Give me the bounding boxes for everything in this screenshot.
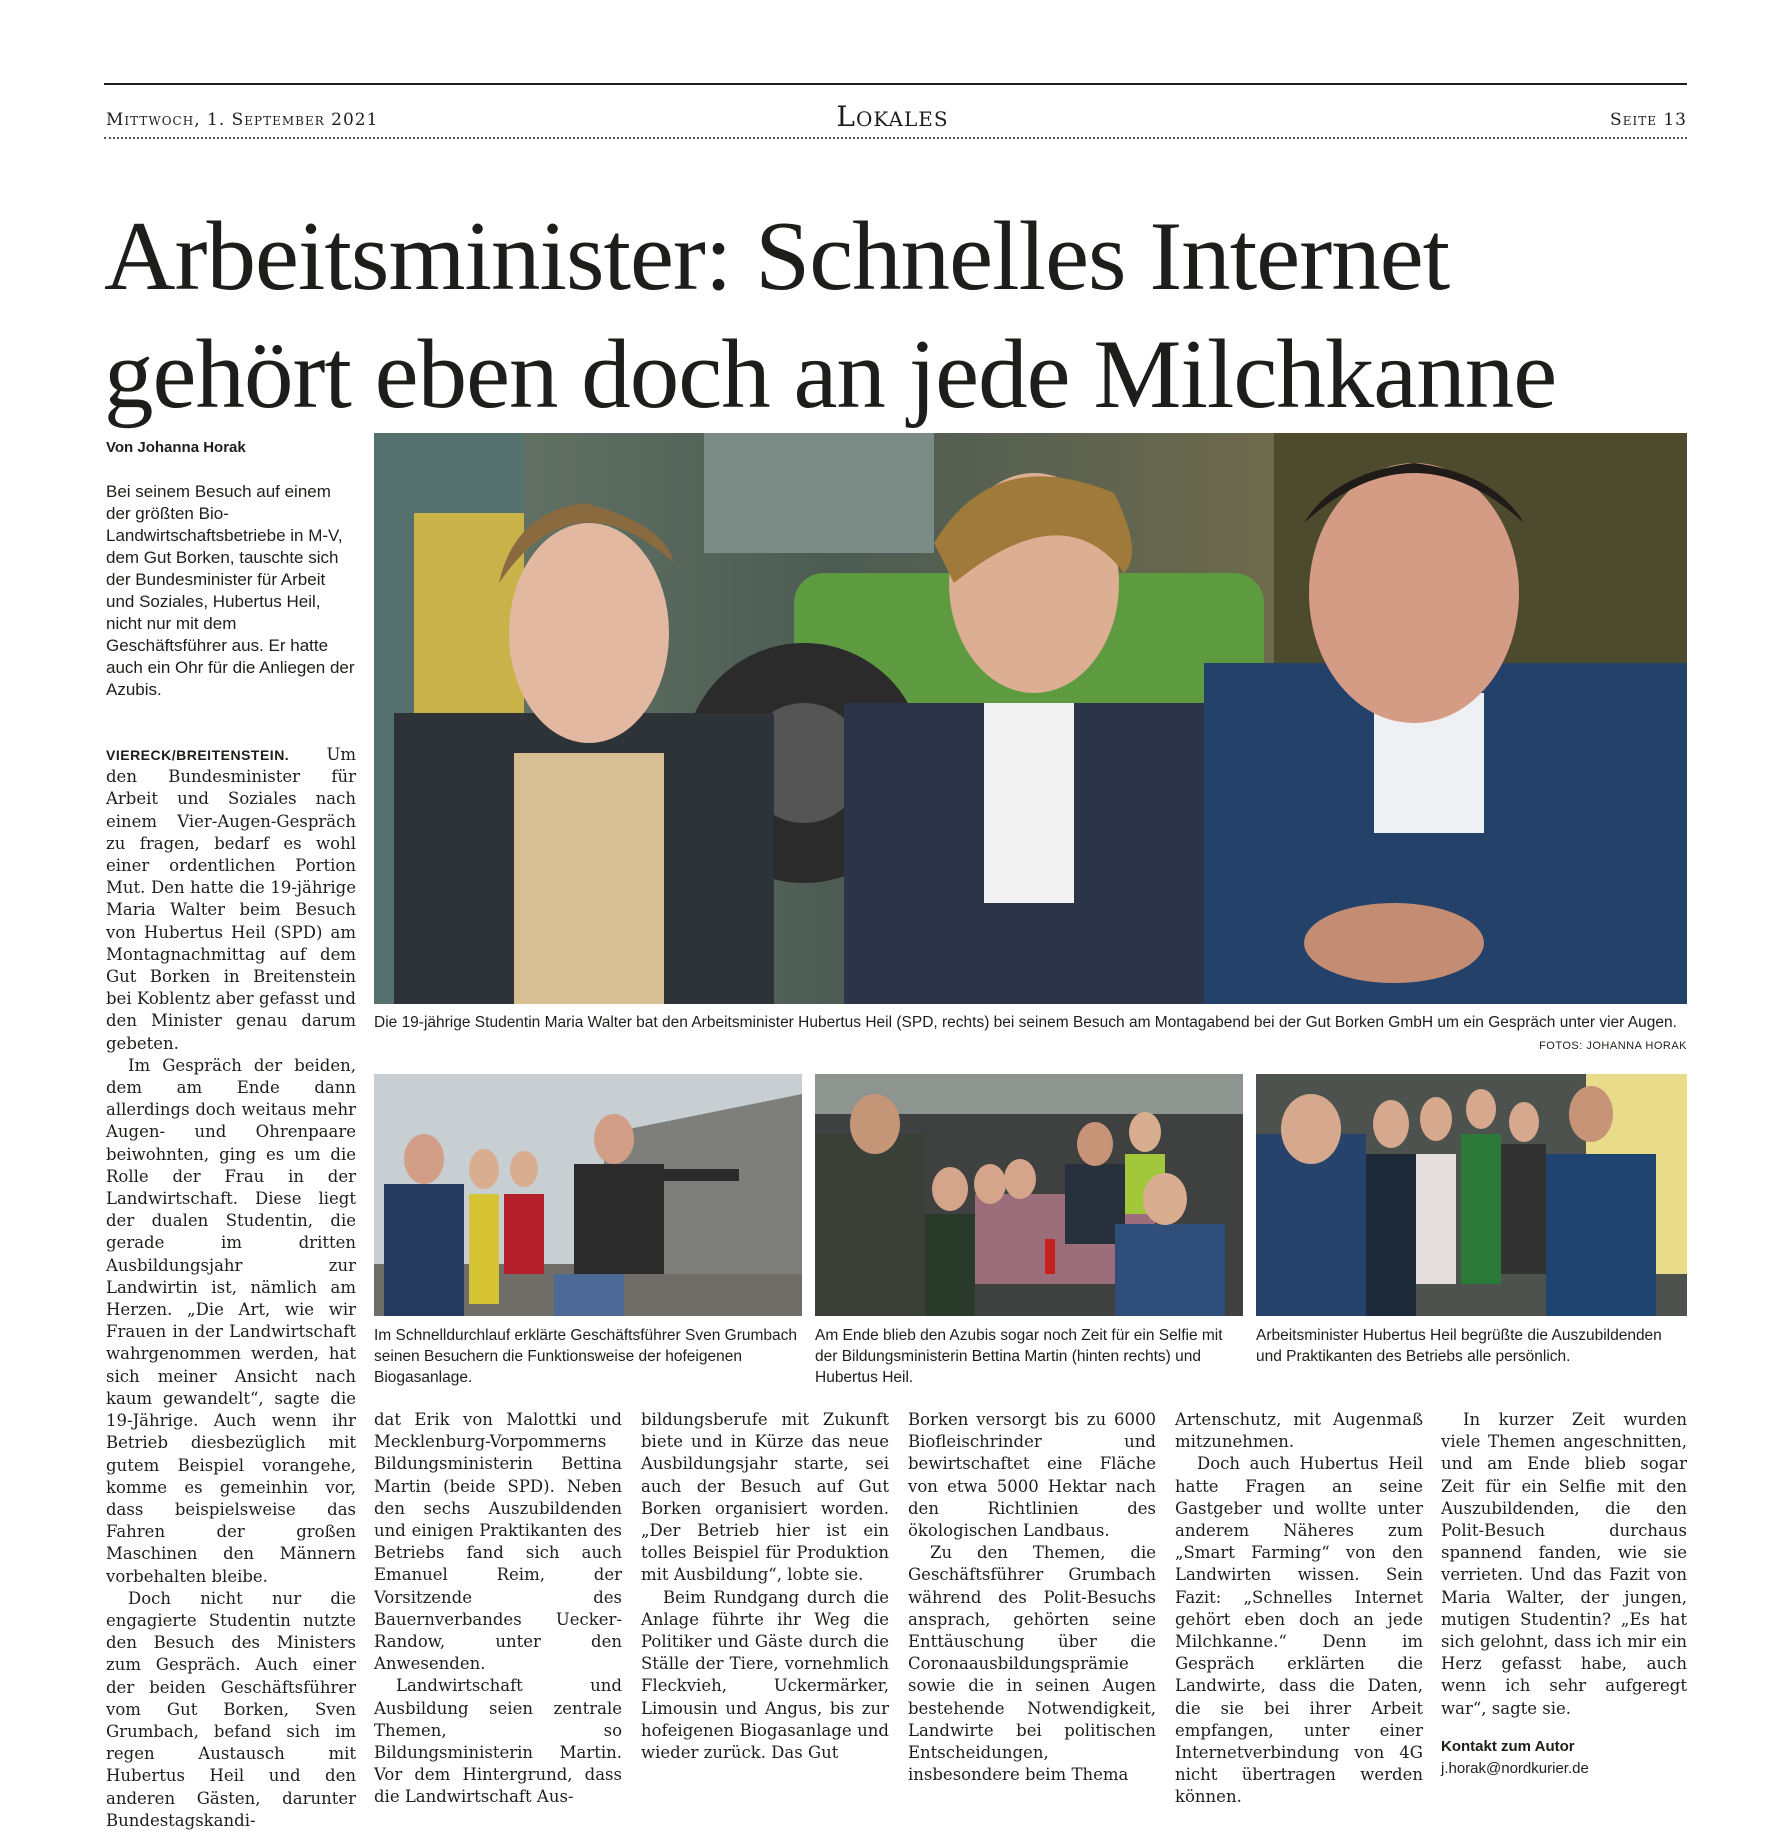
photo-greeting	[1256, 1074, 1687, 1316]
photo-selfie	[815, 1074, 1243, 1316]
photo-biogas	[374, 1074, 802, 1316]
paragraph: Zu den Themen, die Geschäftsführer Grumbach während des Polit-Besuchs ansprach, gehörten seine Enttäuschung über die Coronaausbildungsprämie sowie die in seinen Augen bestehende Notwendigkeit, Landwirte bei politischen Entscheidungen, insbesondere beim Thema	[908, 1543, 1156, 1785]
paragraph: Borken versorgt bis zu 6000 Biofleischrinder und bewirtschaftet eine Fläche von etwa 5000 Hektar nach den Richtlinien des ökologischen Landbaus.	[908, 1410, 1156, 1541]
article-column-5	[1175, 1409, 1423, 1809]
paragraph: Doch auch Hubertus Heil hatte Fragen an seine Gastgeber und wollte unter anderem Näheres zum „Smart Farming“ von den Landwirten wissen. Sein Fazit: „Schnelles Internet gehört eben doch an jede Milchkanne.“ Denn im Gespräch erklärten die Landwirte, dass die Daten, die sie bei ihrer Arbeit empfangen, unter einer Internetverbindung von 4G nicht übertragen werden können.	[1175, 1454, 1423, 1807]
header-rule	[104, 83, 1687, 85]
headline-line-1: Arbeitsminister: Schnelles Internet	[104, 202, 1450, 311]
page-number: Seite 13	[1610, 110, 1687, 130]
headline	[104, 198, 1704, 434]
header-dotted-rule	[104, 137, 1687, 139]
main-photo	[374, 433, 1687, 1004]
main-photo-image	[374, 433, 1687, 1004]
lead-paragraph: Bei seinem Besuch auf einem der größten Bio-Landwirtschaftsbetriebe in M-V, dem Gut Borken, tauschte sich der Bundesminister für Arbeit und Soziales, Hubertus Heil, nicht nur mit dem Geschäftsführer aus. Er hatte auch ein Ohr für die Anliegen der Azubis.	[106, 482, 355, 699]
paragraph: dat Erik von Malottki und Mecklenburg-Vorpommerns Bildungsministerin Bettina Martin (beide SPD). Neben den sechs Auszubildenden und einigen Praktikanten des Betriebs fand sich auch Emanuel Reim, der Vorsitzende des Bauernverbandes Uecker-Randow, unter den Anwesenden.	[374, 1410, 622, 1674]
photo-greeting-image	[1256, 1074, 1687, 1316]
paragraph: In kurzer Zeit wurden viele Themen angeschnitten, und am Ende blieb sogar Zeit für ein Selfie mit den Auszubildenden, die den Polit-Besuch durchaus spannend fanden, wie sie verrieten. Und das Fazit von Maria Walter, der jungen, mutigen Studentin? „Es hat sich gelohnt, dass ich mir ein Herz gefasst habe, auch wenn ich sehr aufgeregt war“, sagte sie.	[1441, 1410, 1687, 1718]
article-column-2	[374, 1409, 622, 1809]
photo-biogas-caption: Im Schnelldurchlauf erklärte Geschäftsführer Sven Grumbach seinen Besuchern die Funktionsweise der hofeigenen Biogasanlage.	[374, 1327, 797, 1386]
paragraph: Im Gespräch der beiden, dem am Ende dann allerdings doch weitaus mehr Augen- und Ohrenpaare beiwohnten, ging es um die Rolle der Frau in der Landwirtschaft. Diese liegt der dualen Studentin, die gerade im dritten Ausbildungsjahr zur Landwirtin ist, nämlich am Herzen. „Die Art, wie wir Frauen in der Landwirtschaft wahrgenommen werden, hat sich meiner Ansicht nach kaum gewandelt“, sagte die 19-Jährige. Auch wenn ihr Betrieb diesbezüglich mit gutem Beispiel vorangehe, komme es gemeinhin vor, dass beispielsweise das Fahren der großen Maschinen den Männern vorbehalten bleibe.	[106, 1055, 356, 1586]
contact-email: j.horak@nordkurier.de	[1441, 1760, 1589, 1778]
article-column-6	[1441, 1409, 1687, 1780]
byline: Von Johanna Horak	[106, 439, 246, 456]
paragraph: Um den Bundesminister für Arbeit und Soziales nach einem Vier-Augen-Gespräch zu fragen, bedarf es wohl einer ordentlichen Portion Mut. Den hatte die 19-jährige Maria Walter beim Besuch von Hubertus Heil (SPD) am Montagnachmittag auf dem Gut Borken in Breitenstein bei Koblentz aber gefasst und den Minister genau darum gebeten.	[106, 745, 356, 1053]
paragraph: Doch nicht nur die engagierte Studentin nutzte den Besuch des Ministers zum Gespräch. Auch einer der beiden Geschäftsführer vom Gut Borken, Sven Grumbach, befand sich im regen Austausch mit Hubertus Heil und den anderen Gästen, darunter Bundestagskandi-	[106, 1588, 356, 1830]
paragraph: Landwirtschaft und Ausbildung seien zentrale Themen, so Bildungsministerin Martin. Vor dem Hintergrund, dass die Landwirtschaft Aus-	[374, 1676, 622, 1807]
contact-label: Kontakt zum Autor	[1441, 1737, 1575, 1755]
photo-selfie-caption: Am Ende blieb den Azubis sogar noch Zeit für ein Selfie mit der Bildungsministerin Bettina Martin (hinten rechts) und Hubertus Heil.	[815, 1327, 1223, 1386]
article-column-3	[641, 1409, 889, 1764]
photo-greeting-caption: Arbeitsminister Hubertus Heil begrüßte die Auszubildenden und Praktikanten des Betriebs alle persönlich.	[1256, 1327, 1662, 1365]
photo-biogas-image	[374, 1074, 802, 1316]
article-column-1	[106, 744, 356, 1832]
article-column-4	[908, 1409, 1156, 1786]
section-title: Lokales	[836, 100, 949, 133]
issue-date: Mittwoch, 1. September 2021	[106, 110, 379, 130]
main-photo-caption: Die 19-jährige Studentin Maria Walter bat den Arbeitsminister Hubertus Heil (SPD, rechts) bei seinem Besuch am Montagabend bei der Gut Borken GmbH um ein Gespräch unter vier Augen.	[374, 1014, 1677, 1031]
photo-credit: FOTOS: JOHANNA HORAK	[1539, 1040, 1687, 1052]
dateline: VIERECK/BREITENSTEIN.	[106, 747, 290, 763]
paragraph: Beim Rundgang durch die Anlage führte ihr Weg die Politiker und Gäste durch die Ställe der Tiere, vornehmlich Fleckvieh, Uckermärker, Limousin und Angus, bis zur hofeigenen Biogasanlage und wieder zurück. Das Gut	[641, 1587, 889, 1763]
headline-line-2: gehört eben doch an jede Milchkanne	[104, 320, 1557, 429]
photo-selfie-image	[815, 1074, 1243, 1316]
paragraph: bildungsberufe mit Zukunft biete und in Kürze das neue Ausbildungsjahr starte, sei auch der Besuch auf Gut Borken organisiert worden. „Der Betrieb hier ist ein tolles Beispiel für Produktion mit Ausbildung“, lobte sie.	[641, 1410, 889, 1585]
paragraph: Artenschutz, mit Augenmaß mitzunehmen.	[1175, 1410, 1423, 1452]
